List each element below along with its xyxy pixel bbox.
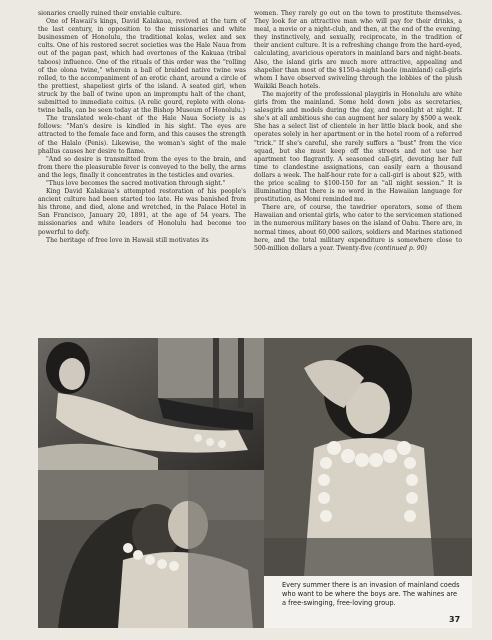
paragraph: "And so desire is transmitted from the eyes to the brain, and from there the pleasurable fever is conveyed to the belly, the arms and the legs, finally it concentrates in the testicles and ovaries. [38, 155, 246, 179]
continued-note: (continued p. 90) [373, 244, 427, 252]
paragraph [254, 204, 462, 253]
paragraph: women. They rarely go out on the town to prostitute themselves. They look for an attractive man who will pay for their drinks, a meal, a movie or a night-club, and then, at the end of the evening, they instinctively, and sexually, reciprocate, in the tradition of their ancient culture. It is a refreshing change from the hard-eyed, calculating, avaricious operators in mainland bars and night-beats. Also, the island girls are much more attractive, appealing and shapelier than most of the $150-a-night haole (mainland) call-girls whom I have observed swiveling through the lobbies of the plush Waikiki Beach hotels. [254, 10, 462, 90]
photo-woman-with-lei-image [264, 338, 472, 576]
paragraph-text: There are, of course, the tawdrier operators, some of them Hawaiian and oriental girls, who cater to the servicemen stationed in the numerous military bases on the island of Oahu. There are, in normal times, about 60,000 sailors, soldiers and Marines stationed here, and the total military expenditure is somewhere close to 500-million dollars a year. Twenty-five [254, 204, 462, 252]
paragraph: sionaries cruelly ruined their enviable culture. [38, 10, 182, 17]
paragraph: The translated wele-chant of the Hale Naua Society is as follows: "Man's desire is kindled in his sight. The eyes are attracted to the female face and form, and this causes the strength of the Halalo (Penis). Likewise, the woman's sight of the male phallus causes her desire to flame. [38, 115, 246, 155]
paragraph: King David Kalakaua's attempted restoration of his people's ancient culture had been started too late. He was banished from his throne, and died, alone and wretched, in the Palace Hotel in San Francisco, January 20, 1891, at the age of 54 years. The missionaries and white leaders of Honolulu had become too powerful to defy. [38, 188, 246, 236]
photo-embracing-couple-image [38, 470, 264, 628]
paragraph: The heritage of free love in Hawaii still motivates its [46, 236, 209, 244]
paragraph: "Thus love becomes the sacred motivation through sight." [46, 179, 226, 187]
photo-reclining-woman-image [38, 338, 264, 470]
article-left-column [38, 10, 246, 245]
photo-reclining-woman [38, 338, 264, 470]
paragraph: One of Hawaii's kings, David Kalakaua, revived at the turn of the last century, in opposition to the missionaries and white businessmen of Honolulu, the traditional kolas, welex and sex cults. One of his restored secret societies was the Hale Naua from out of the pagan past, which had overtones of the Kakuaa (tribal taboos) influence. One of the rituals of this order was the "rolling of the olona twine," wherein a ball of braided native twine was rolled, to the accompaniment of an erotic chant, around a circle of the prettiest, shapeliest girls of the island. A seated girl, when struck by the ball of twine upon an impromptu halt of the chant, submitted to immediate coitus. (A relic gourd, replete with olona-twine balls, can be seen today at the Bishop Museum of Honolulu.) [38, 18, 246, 115]
photo-caption: Every summer there is an invasion of mainland coeds who want to be where the boys are. The wahines are a free-swinging, free-loving group. [282, 581, 460, 607]
paragraph: The majority of the professional playgirls in Honolulu are white girls from the mainland. Some hold down jobs as secretaries, salesgirls and models during the day, and moonlight at night. If she's at all ambitious she can augment her salary by $500 a week. She has a select list of clientele in her little black book, and she operates solely in her apartment or in the hotel room of a referred "trick." If she's careful, she rarely suffers a "bust" from the vice squad, but she must keep off the streets and not use her apartment too flagrantly. A seasoned call-girl, devoting her full time to clandestine assignations, can easily earn a thousand dollars a week. The half-hour rate for a call-girl is about $25, with the price scaling to $100-150 for an "all night session." It is illuminating that there is no word in the Hawaiian language for prostitution, as Momi reminded me. [254, 90, 462, 204]
article-right-column [254, 10, 462, 253]
page-number: 37 [449, 615, 461, 624]
photo-woman-with-lei [264, 338, 472, 576]
photo-embracing-couple [38, 470, 264, 628]
